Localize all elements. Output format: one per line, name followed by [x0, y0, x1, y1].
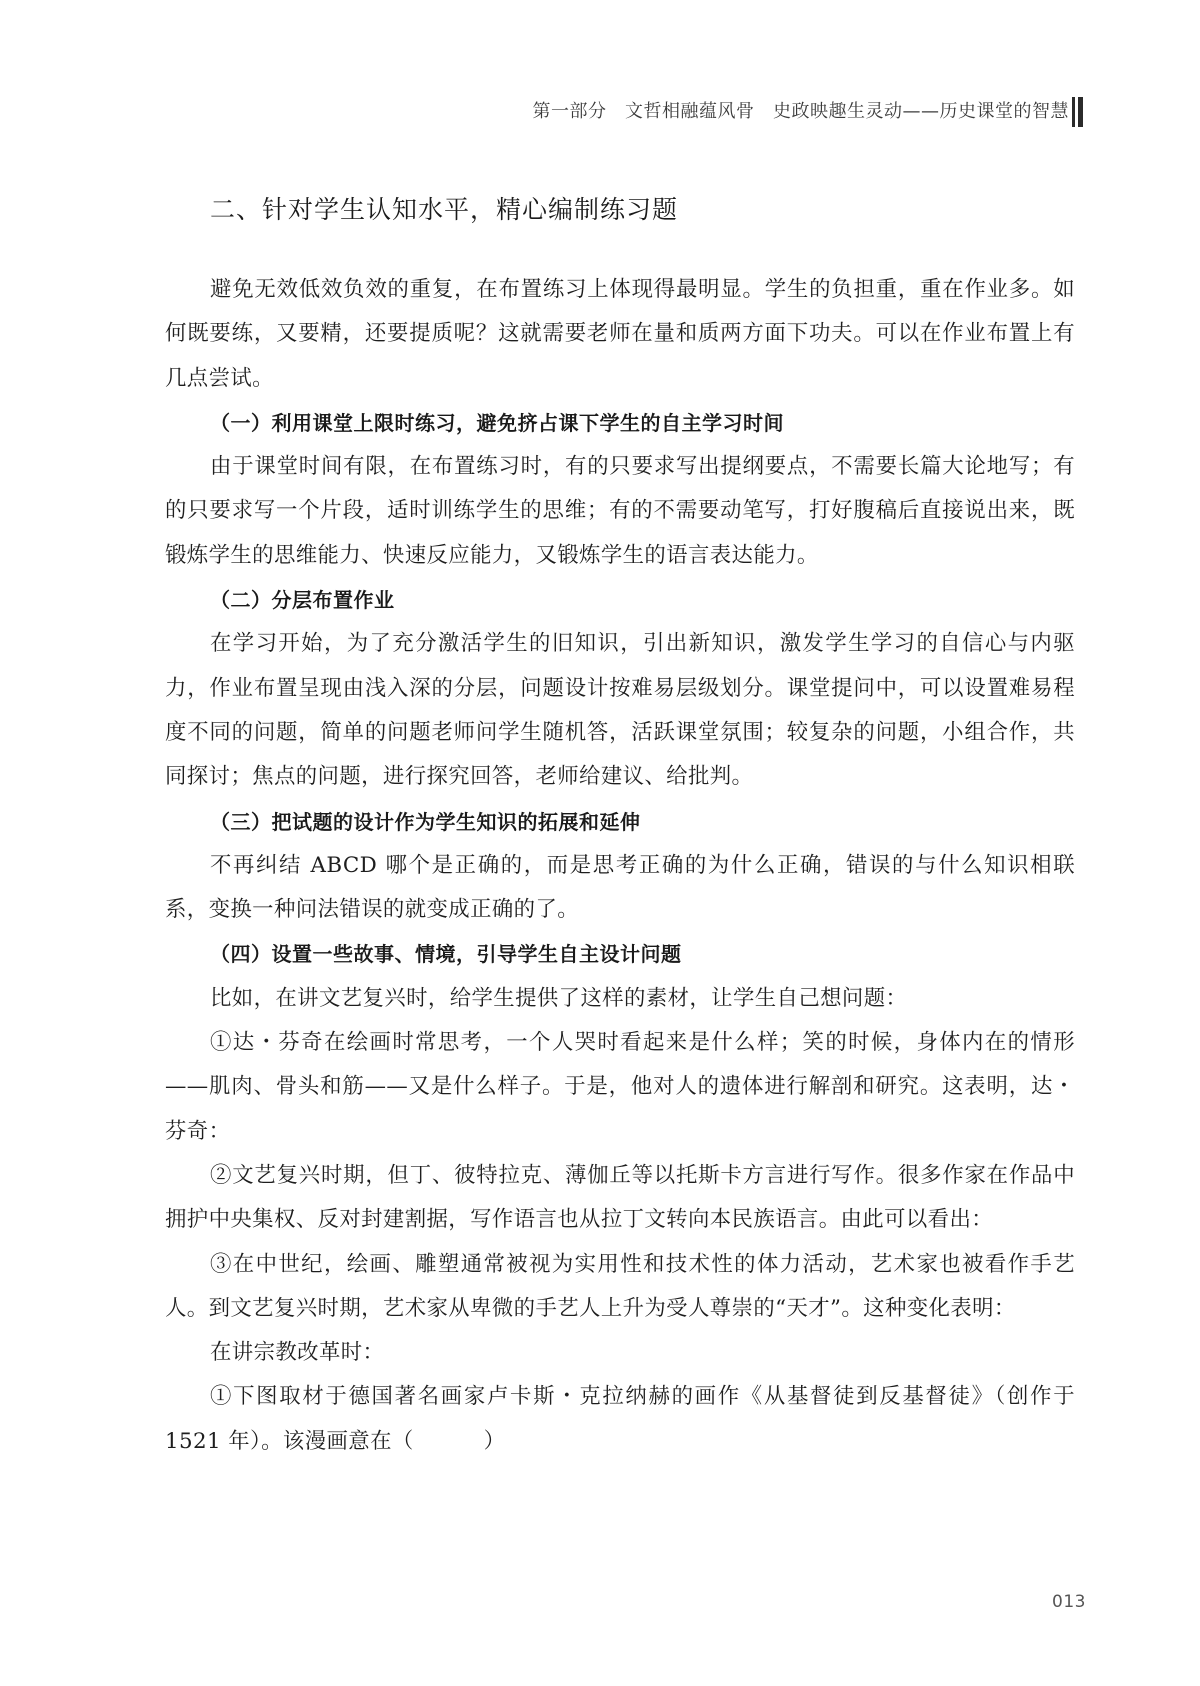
- subsection-heading-2: （二）分层布置作业: [210, 588, 395, 613]
- header-bar-thin: [1072, 97, 1075, 127]
- reformation-intro: 在讲宗教改革时：: [210, 1340, 385, 1366]
- section-title: 二、针对学生认知水平，精心编制练习题: [210, 195, 679, 224]
- reformation-item-1: [165, 1375, 1075, 1464]
- subsection-body-4: 比如，在讲文艺复兴时，给学生提供了这样的素材，让学生自己想问题：: [210, 985, 908, 1011]
- example-item-2: ②文艺复兴时期，但丁、彼特拉克、薄伽丘等以托斯卡方言进行写作。很多作家在作品中拥护中央集权、反对封建割据，写作语言也从拉丁文转向本民族语言。由此可以看出：: [165, 1162, 1075, 1233]
- reformation-item-1-close: ）: [483, 1428, 506, 1454]
- header-bar-thick: [1078, 97, 1083, 127]
- page-number: 013: [1052, 1592, 1086, 1612]
- running-header: 第一部分 文哲相融蕴风骨 史政映趣生灵动——历史课堂的智慧: [532, 101, 1069, 122]
- section-intro-paragraph: 避免无效低效负效的重复，在布置练习上体现得最明显。学生的负担重，重在作业多。如何既要练，又要精，还要提质呢？这就需要老师在量和质两方面下功夫。可以在作业布置上有几点尝试。: [165, 277, 1075, 391]
- subsection-heading-3: （三）把试题的设计作为学生知识的拓展和延伸: [210, 809, 641, 834]
- subsection-body-2: 在学习开始，为了充分激活学生的旧知识，引出新知识，激发学生学习的自信心与内驱力，作业布置呈现由浅入深的分层，问题设计按难易层级划分。课堂提问中，可以设置难易程度不同的问题，简单的问题老师问学生随机答，活跃课堂氛围；较复杂的问题，小组合作，共同探讨；焦点的问题，进行探究回答，老师给建议、给批判。: [165, 631, 1075, 790]
- example-item-3: ③在中世纪，绘画、雕塑通常被视为实用性和技术性的体力活动，艺术家也被看作手艺人。到文艺复兴时期，艺术家从卑微的手艺人上升为受人尊崇的“天才”。这种变化表明：: [165, 1251, 1075, 1321]
- subsection-body-3: 不再纠结 ABCD 哪个是正确的，而是思考正确的为什么正确，错误的与什么知识相联系，变换一种问法错误的就变成正确的了。: [165, 852, 1075, 923]
- subsection-heading-4: （四）设置一些故事、情境，引导学生自主设计问题: [210, 942, 682, 967]
- subsection-body-1: 由于课堂时间有限，在布置练习时，有的只要求写出提纲要点，不需要长篇大论地写；有的只要求写一个片段，适时训练学生的思维；有的不需要动笔写，打好腹稿后直接说出来，既锻炼学生的思维能力、快速反应能力，又锻炼学生的语言表达能力。: [165, 454, 1075, 568]
- example-item-1: ①达・芬奇在绘画时常思考，一个人哭时看起来是什么样；笑的时候，身体内在的情形——肌肉、骨头和筋——又是什么样子。于是，他对人的遗体进行解剖和研究。这表明，达・芬奇：: [165, 1030, 1075, 1144]
- reformation-item-1-text: ①下图取材于德国著名画家卢卡斯・克拉纳赫的画作《从基督徒到反基督徒》（创作于 1521 年）。该漫画意在（: [165, 1384, 1075, 1454]
- page-body: [165, 192, 1075, 1464]
- header-bar-mark: [1072, 97, 1084, 127]
- subsection-heading-1: （一）利用课堂上限时练习，避免挤占课下学生的自主学习时间: [210, 410, 784, 435]
